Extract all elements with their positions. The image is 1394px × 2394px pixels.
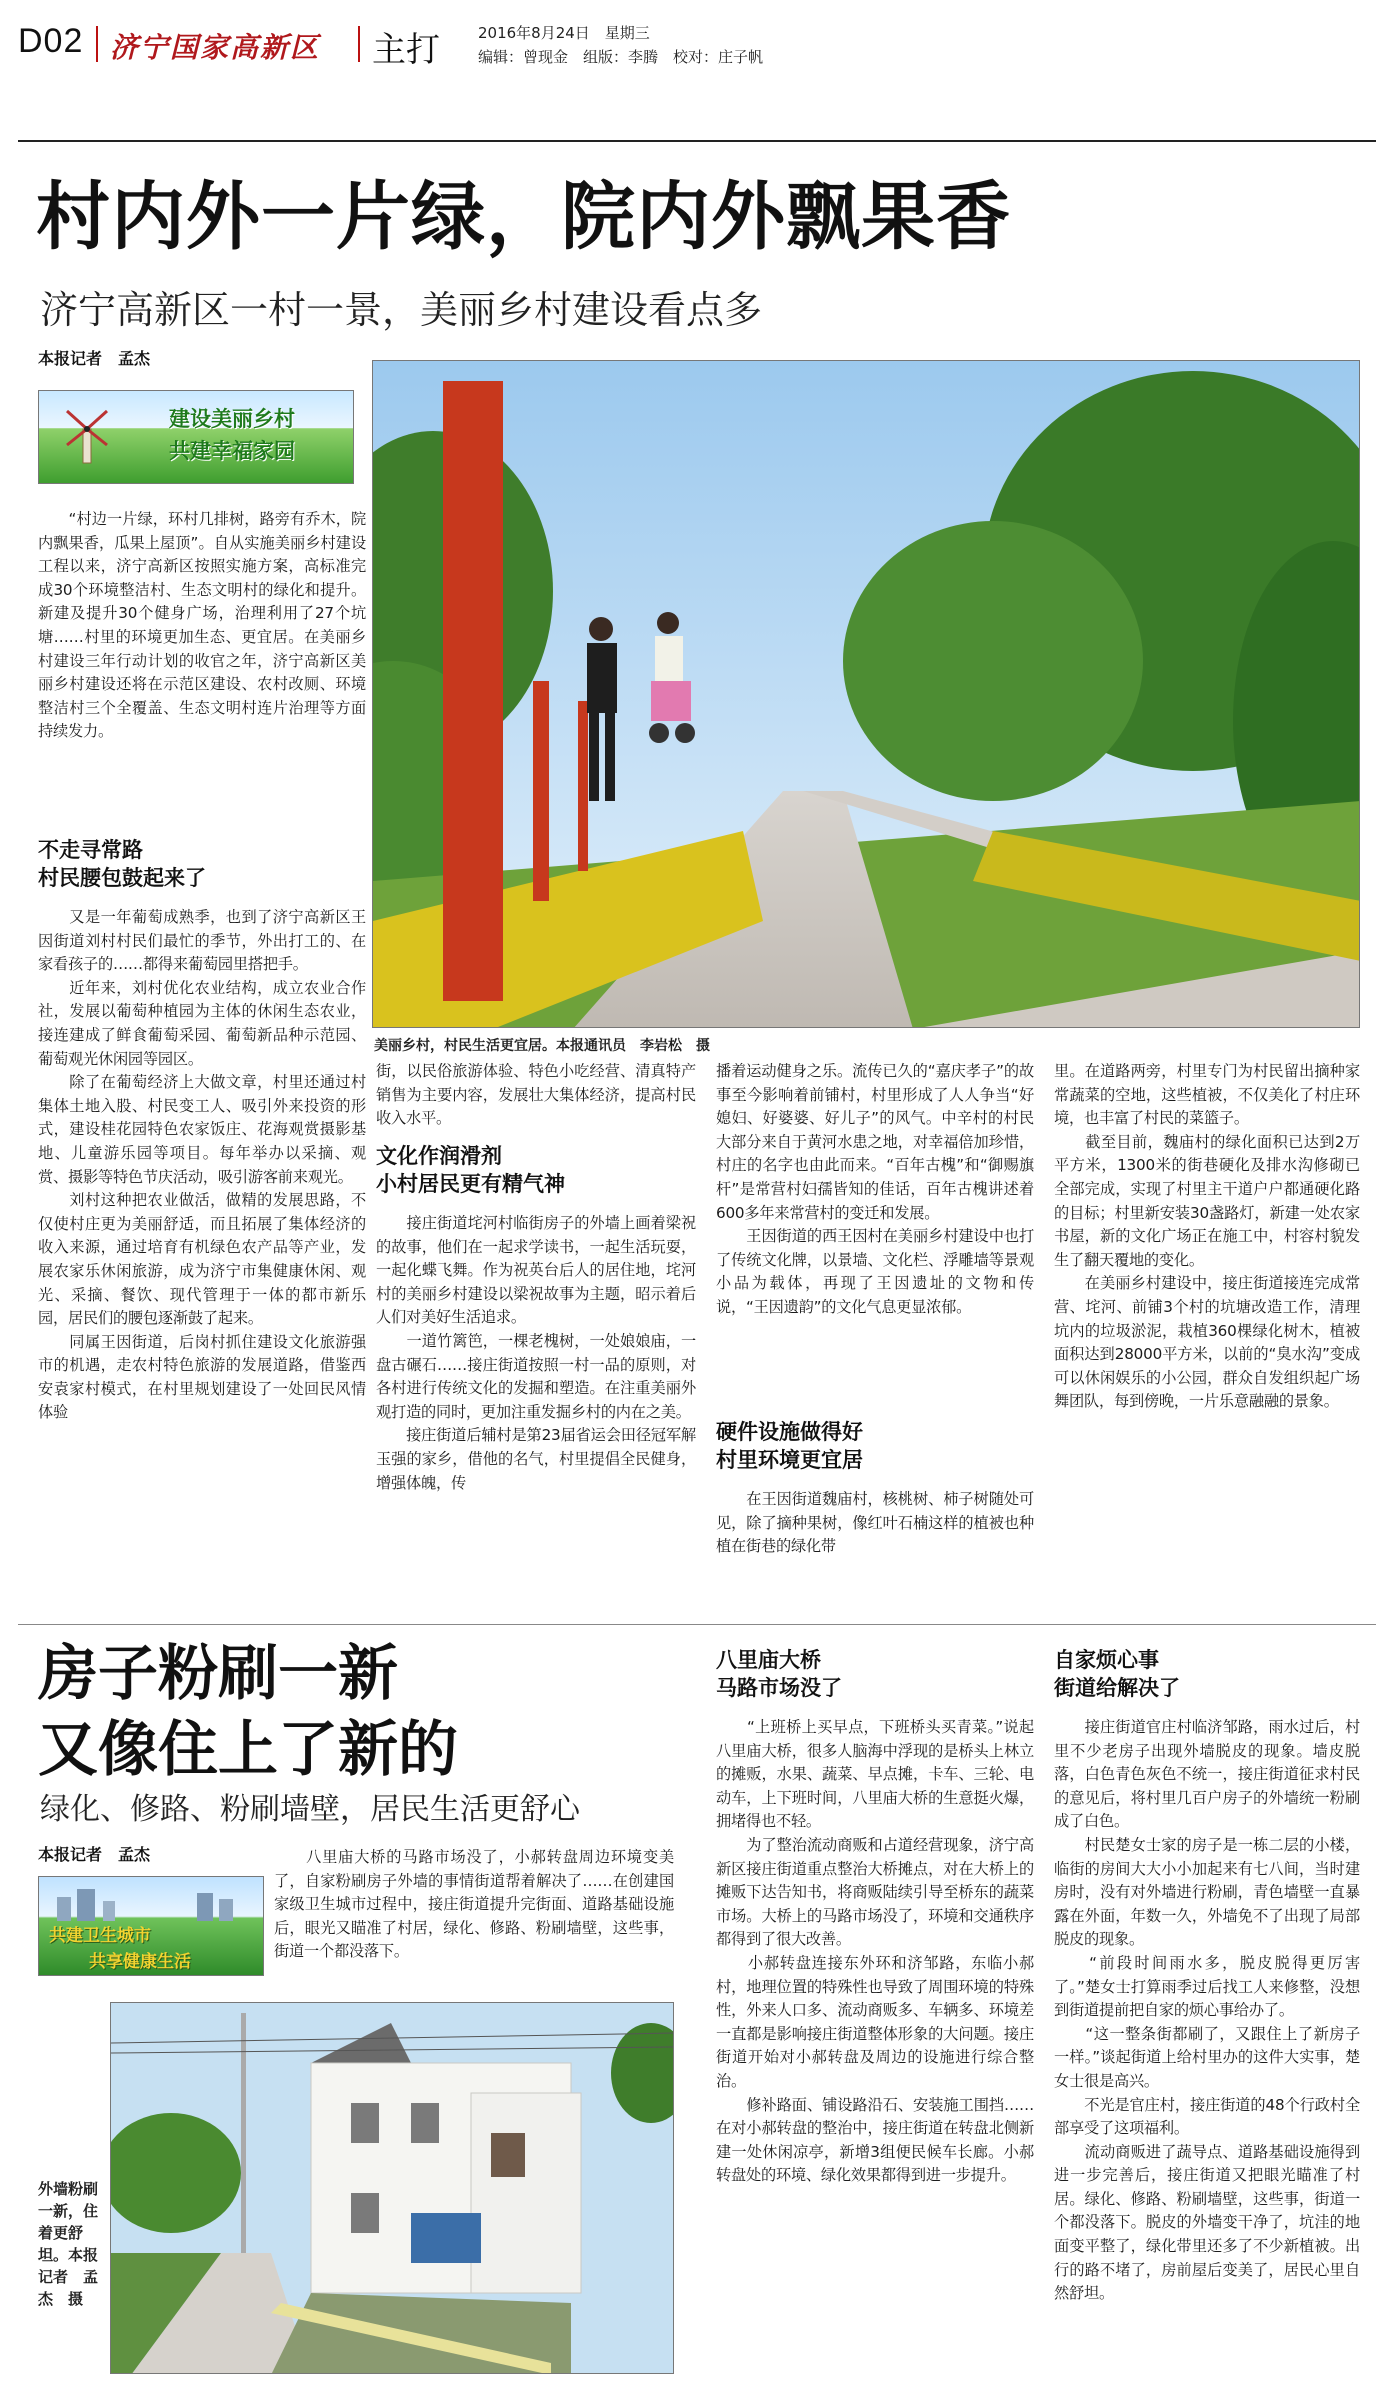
article2-headline-line2: 又像住上了新的 bbox=[38, 1715, 458, 1785]
article1-col2-heading: 文化作润滑剂 小村居民更有精气神 bbox=[376, 1144, 565, 1196]
article1-col3-text-a: 播着运动健身之乐。流传已久的“嘉庆孝子”的故事至今影响着前铺村，村里形成了人人争当“好媳妇、好婆婆、好儿子”的风气。中辛村的村民大部分来自于黄河水患之地，对幸福倍加珍惜，村庄的名字也由此而来。“百年古槐”和“御赐旗杆”是常营村妇孺皆知的佳话，百年古槐讲述着600多年来常营村的变迁和发展。 王因街道的西王因村在美丽乡村建设中也打了传统文化牌，以景墙、文化栏、浮雕墙等景观小品为载体，再现了王因遗址的文物和传说，“王因遗韵”的文化气息更显浓郁。 bbox=[716, 1062, 1034, 1316]
banner1-line1: 建设美丽乡村 bbox=[169, 407, 295, 431]
windmill-icon bbox=[61, 405, 113, 465]
article1-headline: 村内外一片绿，院内外飘果香 bbox=[36, 174, 1011, 260]
article1-col4-text: 里。在道路两旁，村里专门为村民留出摘种家常蔬菜的空地，这些植被，不仅美化了村庄环境，也丰富了村民的菜篮子。 截至目前，魏庙村的绿化面积已达到2万平方米，1300米的街巷硬化及排水沟修砌已全部完成，实现了村里主干道户户都通硬化路的目标；村里新安装30盏路灯，新建一处农家书屋，新的文化广场正在施工中，村容村貌发生了翻天覆地的变化。 在美丽乡村建设中，接庄街道接连完成常营、垞河、前铺3个村的坑塘改造工作，清理坑内的垃圾淤泥，栽植360棵绿化树木，植被面积达到28000平方米，以前的“臭水沟”变成可以休闲娱乐的小公园，群众自发组织起广场舞团队，每到傍晚，一片乐意融融的景象。 bbox=[1054, 1062, 1360, 1411]
article1-col3-text-b: 在王因街道魏庙村，核桃树、柿子树随处可见，除了摘种果树，像红叶石楠这样的植被也种植在街巷的绿化带 bbox=[716, 1490, 1034, 1556]
section-name: 主打 bbox=[372, 30, 440, 70]
article2-subheadline: 绿化、修路、粉刷墙壁，居民生活更舒心 bbox=[40, 1792, 580, 1827]
article2-col4-heading: 自家烦心事 街道给解决了 bbox=[1054, 1648, 1180, 1700]
banner2-line2: 共享健康生活 bbox=[89, 1952, 191, 1972]
article1-col1-heading: 不走寻常路 村民腰包鼓起来了 bbox=[38, 838, 206, 890]
article2-col3-heading: 八里庙大桥 马路市场没了 bbox=[716, 1648, 842, 1700]
page-code: D02 bbox=[18, 22, 84, 60]
article1-byline: 本报记者 孟杰 bbox=[38, 349, 151, 368]
article1-photo-caption: 美丽乡村，村民生活更宜居。本报通讯员 李岩松 摄 bbox=[374, 1038, 710, 1054]
page-header bbox=[0, 0, 1394, 80]
village-street-photo bbox=[372, 360, 1360, 1028]
article1-col3-heading: 硬件设施做得好 村里环境更宜居 bbox=[716, 1420, 863, 1472]
article2-headline-line1: 房子粉刷一新 bbox=[38, 1639, 398, 1709]
article2-photo-caption: 外墙粉刷一新，住着更舒坦。本报记者 孟杰 摄 bbox=[38, 2180, 99, 2308]
article2-intro: 八里庙大桥的马路市场没了，小郝转盘周边环境变美了，自家粉刷房子外墙的事情街道帮着解决了……在创建国家级卫生城市过程中，接庄街道提升完街面、道路基础设施后，眼光又瞄准了村居，绿化、修路、粉刷墙壁，这些事，街道一个都没落下。 bbox=[274, 1848, 674, 1961]
paper-name: 济宁国家高新区 bbox=[110, 31, 321, 64]
header-rule bbox=[18, 140, 1376, 142]
header-divider bbox=[96, 26, 98, 62]
header-divider-2 bbox=[358, 26, 360, 62]
city-skyline-icon bbox=[47, 1883, 257, 1921]
article2-banner bbox=[38, 1876, 264, 1976]
article-divider bbox=[18, 1624, 1376, 1625]
article1-col1-text: 又是一年葡萄成熟季，也到了济宁高新区王因街道刘村村民们最忙的季节，外出打工的、在家看孩子的……都得来葡萄园里搭把手。 近年来，刘村优化农业结构，成立农业合作社，发展以葡萄种植园为主体的休闲生态农业，接连建成了鲜食葡萄采园、葡萄新品种示范园、葡萄观光休闲园等园区。 除了在葡萄经济上大做文章，村里还通过村集体土地入股、村民变工人、吸引外来投资的形式，建设桂花园特色农家饭庄、花海观赏摄影基地、儿童游乐园等项目。每年举办以采摘、观赏、摄影等特色节庆活动，吸引游客前来观光。 刘村这种把农业做活，做精的发展思路，不仅使村庄更为美丽舒适，而且拓展了集体经济的收入来源，通过培育有机绿色农产品等产业，发展农家乐休闲旅游，成为济宁市集健康休闲、观光、采摘、餐饮、现代管理于一体的都市新乐园，居民们的腰包逐渐鼓了起来。 同属王因街道，后岗村抓住建设文化旅游强市的机遇，走农村特色旅游的发展道路，借鉴西安袁家村模式，在村里规划建设了一处回民风情体验 bbox=[38, 908, 366, 1422]
banner2-line1: 共建卫生城市 bbox=[49, 1926, 151, 1946]
date-line: 2016年8月24日 星期三 bbox=[478, 24, 650, 42]
painted-houses-photo bbox=[110, 2002, 674, 2374]
article1-subheadline: 济宁高新区一村一景，美丽乡村建设看点多 bbox=[40, 288, 763, 332]
article2-col4-text: 接庄街道官庄村临济邹路，雨水过后，村里不少老房子出现外墙脱皮的现象。墙皮脱落，白色青色灰色不统一，接庄街道征求村民的意见后，将村里几百户房子的外墙统一粉刷成了白色。 村民楚女士家的房子是一栋二层的小楼，临街的房间大大小小加起来有七八间，当时建房时，没有对外墙进行粉刷，青色墙壁一直暴露在外面，年数一久，外墙免不了出现了局部脱皮的现象。 “前段时间雨水多，脱皮脱得更厉害了。”楚女士打算雨季过后找工人来修整，没想到街道提前把自家的烦心事给办了。 “这一整条街都刷了，又跟住上了新房子一样。”谈起街道上给村里办的这件大实事，楚女士很是高兴。 不光是官庄村，接庄街道的48个行政村全部享受了这项福利。 流动商贩进了蔬导点、道路基础设施得到进一步完善后，接庄街道又把眼光瞄准了村居。绿化、修路、粉刷墙壁，这些事，街道一个都没落下。脱皮的外墙变干净了，坑洼的地面变平整了，绿化带里还多了不少新植被。出行的路不堵了，房前屋后变美了，居民心里自然舒坦。 bbox=[1054, 1718, 1360, 2303]
article1-banner bbox=[38, 390, 354, 484]
banner1-line2: 共建幸福家园 bbox=[169, 439, 295, 463]
article1-col2-top-text: 街，以民俗旅游体验、特色小吃经营、清真特产销售为主要内容，发展壮大集体经济，提高村民收入水平。 bbox=[376, 1062, 696, 1128]
article1-intro: “村边一片绿，环村几排树，路旁有乔木，院内飘果香，瓜果上屋顶”。自从实施美丽乡村建设工程以来，济宁高新区按照实施方案，高标准完成30个环境整洁村、生态文明村的绿化和提升。新建及提升30个健身广场，治理利用了27个坑塘……村里的环境更加生态、更宜居。在美丽乡村建设三年行动计划的收官之年，济宁高新区美丽乡村建设还将在示范区建设、农村改厕、环境整洁村三个全覆盖、生态文明村连片治理等方面持续发力。 bbox=[38, 510, 366, 741]
article2-col3-text: “上班桥上买早点，下班桥头买青菜。”说起八里庙大桥，很多人脑海中浮现的是桥头上林立的摊贩，水果、蔬菜、早点摊，卡车、三轮、电动车，上下班时间，八里庙大桥的生意挺火爆，拥堵得也不轻。 为了整治流动商贩和占道经营现象，济宁高新区接庄街道重点整治大桥摊点，对在大桥上的摊贩下达告知书，将商贩陆续引导至桥东的蔬菜市场。大桥上的马路市场没了，环境和交通秩序都得到了很大改善。 小郝转盘连接东外环和济邹路，东临小郝村，地理位置的特殊性也导致了周围环境的特殊性，外来人口多、流动商贩多、车辆多、环境差一直都是影响接庄街道整体形象的大问题。接庄街道开始对小郝转盘及周边的设施进行综合整治。 修补路面、铺设路沿石、安装施工围挡……在对小郝转盘的整治中，接庄街道在转盘北侧新建一处休闲凉亭，新增3组便民候车长廊。小郝转盘处的环境、绿化效果都得到进一步提升。 bbox=[716, 1718, 1034, 2185]
editors-line: 编辑：曾现金 组版：李腾 校对：庄子帆 bbox=[478, 48, 764, 66]
article2-byline: 本报记者 孟杰 bbox=[38, 1845, 151, 1864]
article1-col2-text: 接庄街道垞河村临街房子的外墙上画着梁祝的故事，他们在一起求学读书，一起生活玩耍，一起化蝶飞舞。作为祝英台后人的居住地，垞河村的美丽乡村建设以梁祝故事为主题，昭示着后人们对美好生活追求。 一道竹篱笆，一棵老槐树，一处娘娘庙，一盘古碾石……接庄街道按照一村一品的原则，对各村进行传统文化的发掘和塑造。在注重美丽外观打造的同时，更加注重发掘乡村的内在之美。 接庄街道后辅村是第23届省运会田径冠军解玉强的家乡，借他的名气，村里提倡全民健身，增强体魄，传 bbox=[376, 1214, 696, 1492]
